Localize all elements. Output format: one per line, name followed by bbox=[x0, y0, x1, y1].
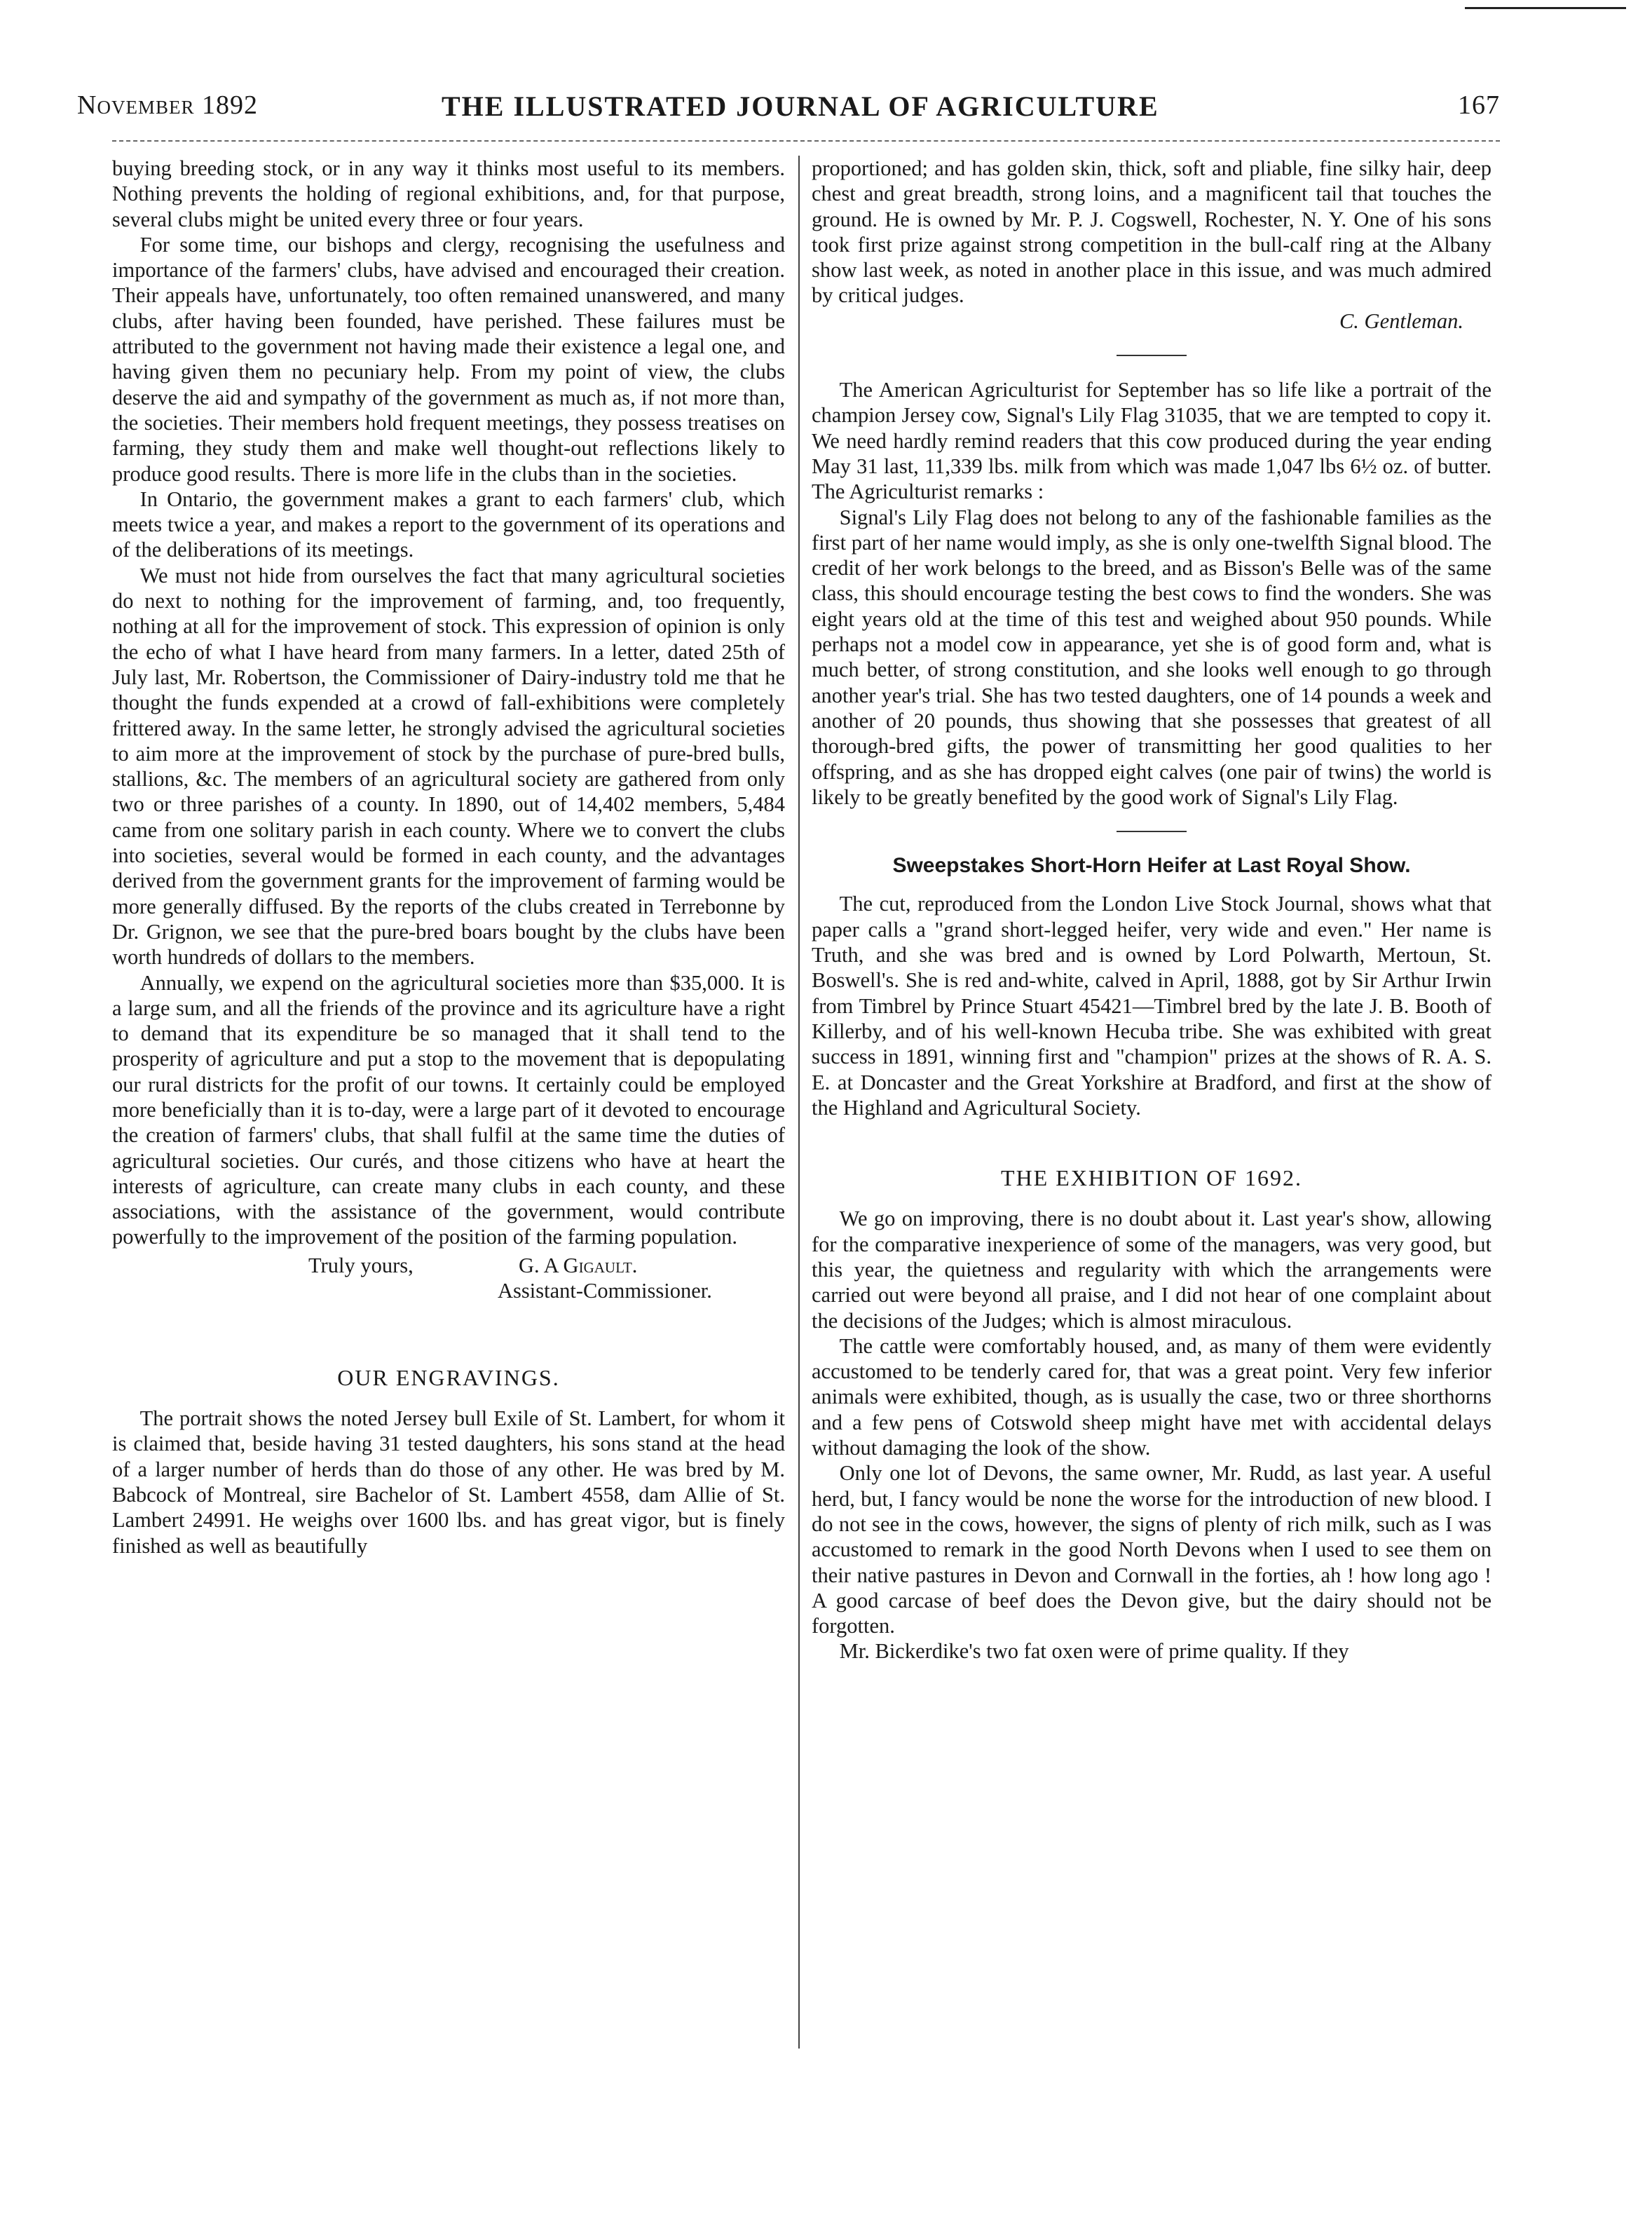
continuation-source: C. Gentleman. bbox=[1339, 308, 1463, 333]
page-header bbox=[77, 83, 1500, 125]
engravings-heading: OUR ENGRAVINGS. bbox=[337, 1364, 560, 1390]
journal-title: THE ILLUSTRATED JOURNAL OF AGRICULTURE bbox=[442, 90, 1159, 122]
letter-paragraph: We must not hide from ourselves the fact that many agricultural societies do next to nothing for the improvement of farming, and, too frequently, nothing at all for the improvement of stock. This expression of opinion is only the echo of what I have heard from many farmers. In a letter, dated 25th of July last, Mr. Robertson, the Commissioner of Dairy-industry told me that he thought the funds expended at a crowd of fall-exhibitions were completely frittered away. In the same letter, he strongly advised the agricultural societies to aim more at the improvement of stock by the purchase of pure-bred bulls, stallions, &c. The members of an agricultural society are gathered from only two or three parishes of a county. In 1890, out of 14,402 members, 5,484 came from one solitary parish in each county. Where we to convert the clubs into societies, several would be formed in each county, and the advantages derived from the government grants for the improvement of farming would be more generally diffused. By the reports of the clubs created in Terrebonne by Dr. Grignon, we see that the pure-bred boars bought by the clubs have been worth hundreds of dollars to the members. bbox=[112, 563, 785, 970]
page-number: 167 bbox=[1458, 90, 1500, 120]
column-divider bbox=[798, 156, 800, 2049]
letter-paragraph: Annually, we expend on the agricultural societies more than $35,000. It is a large sum, and all the friends of the province and its agriculture have a right to demand that its expenditure be so managed that it shall tend to the prosperity of agriculture and put a stop to the movement that is depopulating our rural districts for the profit of our towns. It certainly could be employed more beneficially than it is to-day, were a large part of it devoted to encourage the creation of farmers' clubs, that shall fulfil at the same time the duties of agricultural societies. Our curés, and those citizens who have at heart the interests of agriculture, can create many clubs in each county, and these associations, with the assistance of the government, would contribute powerfully to the improvement of the position of the farming population. bbox=[112, 970, 785, 1249]
exhibition-paragraph: Mr. Bickerdike's two fat oxen were of prime quality. If they bbox=[839, 1639, 1349, 1664]
signoff-closing: Truly yours, bbox=[308, 1253, 414, 1277]
top-corner-rule bbox=[1465, 7, 1626, 9]
letter-signoff bbox=[112, 1253, 785, 1303]
signoff-name: G. A Gigault. bbox=[519, 1253, 638, 1277]
exhibition-paragraph: We go on improving, there is no doubt about it. Last year's show, allowing for the comparative inexperience of some of the managers, was very good, but this year, the quietness and regularity with which the arrangements were carried out were beyond all praise, and I did not hear of one complaint about the decisions of the Judges; which is almost miraculous. bbox=[812, 1207, 1491, 1333]
left-column bbox=[112, 156, 785, 1558]
letter-paragraph: For some time, our bishops and clergy, recognising the usefulness and importance of the farmers' clubs, have advised and encouraged their creation. Their appeals have, unfortunately, too often remained unanswered, and many clubs, after having been founded, have perished. These failures must be attributed to the government not having made their existence a legal one, and having given them no pecuniary help. From my point of view, the clubs deserve the aid and sympathy of the government as much as, if not more than, the societies. Their members hold frequent meetings, they possess treatises on farming, they study them and make well thought-out reflections likely to produce good results. There is more life in the clubs than in the societies. bbox=[112, 232, 785, 486]
right-column bbox=[812, 156, 1491, 1664]
jersey-paragraph: The American Agriculturist for September has so life like a portrait of the champion Jersey cow, Signal's Lily Flag 31035, that we are tempted to copy it. We need hardly remind readers that this cow produced during the year ending May 31 last, 11,339 lbs. milk from which was made 1,047 lbs 6½ oz. of butter. The Agriculturist remarks : bbox=[812, 378, 1491, 504]
sweepstakes-paragraph: The cut, reproduced from the London Live Stock Journal, shows what that paper calls a "grand short-legged heifer, very wide and even." Her name is Truth, and she was bred and is owned by Lord Polwarth, Mertoun, St. Boswell's. She is red and-white, calved in April, 1888, got by Sir Arthur Irwin from Timbrel by Prince Stuart 45421—Timbrel bred by the late J. B. Booth of Killerby, and of his well-known Hecuba tribe. She was exhibited with great success in 1891, winning first and "champion" prizes at the shows of R. A. S. E. at Doncaster and the Great Yorkshire at Bradford, and first at the show of the Highland and Agricultural Society. bbox=[812, 892, 1491, 1120]
exhibition-paragraph: Only one lot of Devons, the same owner, Mr. Rudd, as last year. A useful herd, but, I fancy would be none the worse for the introduction of new blood. I do not see in the cows, however, the signs of plenty of rich milk, such as I was accustomed to remark in the good North Devons when I used to see them on their native pastures in Devon and Cornwall in the forties, ah ! how long ago ! A good carcase of beef does the Devon give, but the dairy should not be forgotten. bbox=[812, 1461, 1491, 1638]
continuation-paragraph: proportioned; and has golden skin, thick, soft and pliable, fine silky hair, deep chest and great breadth, strong loins, and a magnificent tail that touches the ground. He is owned by Mr. P. J. Cogswell, Rochester, N. Y. One of his sons took first prize against strong competition in the bull-calf ring at the Albany show last week, as noted in another place in this issue, and was much admired by critical judges. bbox=[812, 156, 1491, 308]
letter-paragraph: buying breeding stock, or in any way it thinks most useful to its members. Nothing prevents the holding of regional exhibitions, and, for that purpose, several clubs might be united every three or four years. bbox=[112, 156, 785, 231]
section-rule bbox=[1117, 831, 1187, 832]
letter-paragraph: In Ontario, the government makes a grant to each farmers' club, which meets twice a year, and makes a report to the government of its operations and of the deliberations of its meetings. bbox=[112, 487, 785, 562]
header-rule bbox=[112, 140, 1500, 142]
sweepstakes-heading: Sweepstakes Short-Horn Heifer at Last Royal Show. bbox=[892, 854, 1411, 878]
exhibition-paragraph: The cattle were comfortably housed, and, as many of them were evidently accustomed to be tenderly cared for, that was a great point. Very few inferior animals were exhibited, though, as is usually the case, two or three shorthorns and a few pens of Cotswold sheep might have met with accidental delays without damaging the look of the show. bbox=[812, 1333, 1491, 1460]
jersey-paragraph: Signal's Lily Flag does not belong to any of the fashionable families as the first part of her name would imply, as she is only one-twelfth Signal blood. The credit of her work belongs to the breed, and as Bisson's Belle was of the same class, this should encourage testing the best cows to find the wonders. She was eight years old at the time of this test and weighed about 950 pounds. While perhaps not a model cow in appearance, yet she is of good form and, what is much better, of strong constitution, and she looks well enough to go through another year's trial. She has two tested daughters, one of 14 pounds a week and another of 20 pounds, thus showing that she possesses that greatest of all thorough-bred gifts, the power of transmitting her good qualities to her offspring, and as she has dropped eight calves (one pair of twins) the world is likely to be greatly benefited by the good work of Signal's Lily Flag. bbox=[812, 505, 1491, 809]
signoff-title: Assistant-Commissioner. bbox=[498, 1278, 712, 1303]
engravings-paragraph: The portrait shows the noted Jersey bull Exile of St. Lambert, for whom it is claimed that, beside having 31 tested daughters, his sons stand at the head of a larger number of herds than do those of any other. He was bred by M. Babcock of Montreal, sire Bachelor of St. Lambert 4558, dam Allie of St. Lambert 24991. He weighs over 1600 lbs. and has great vigor, but is finely finished as well as beautifully bbox=[112, 1406, 785, 1558]
exhibition-heading: THE EXHIBITION OF 1692. bbox=[1001, 1165, 1302, 1191]
section-rule bbox=[1117, 355, 1187, 356]
issue-date: November 1892 bbox=[77, 90, 258, 120]
